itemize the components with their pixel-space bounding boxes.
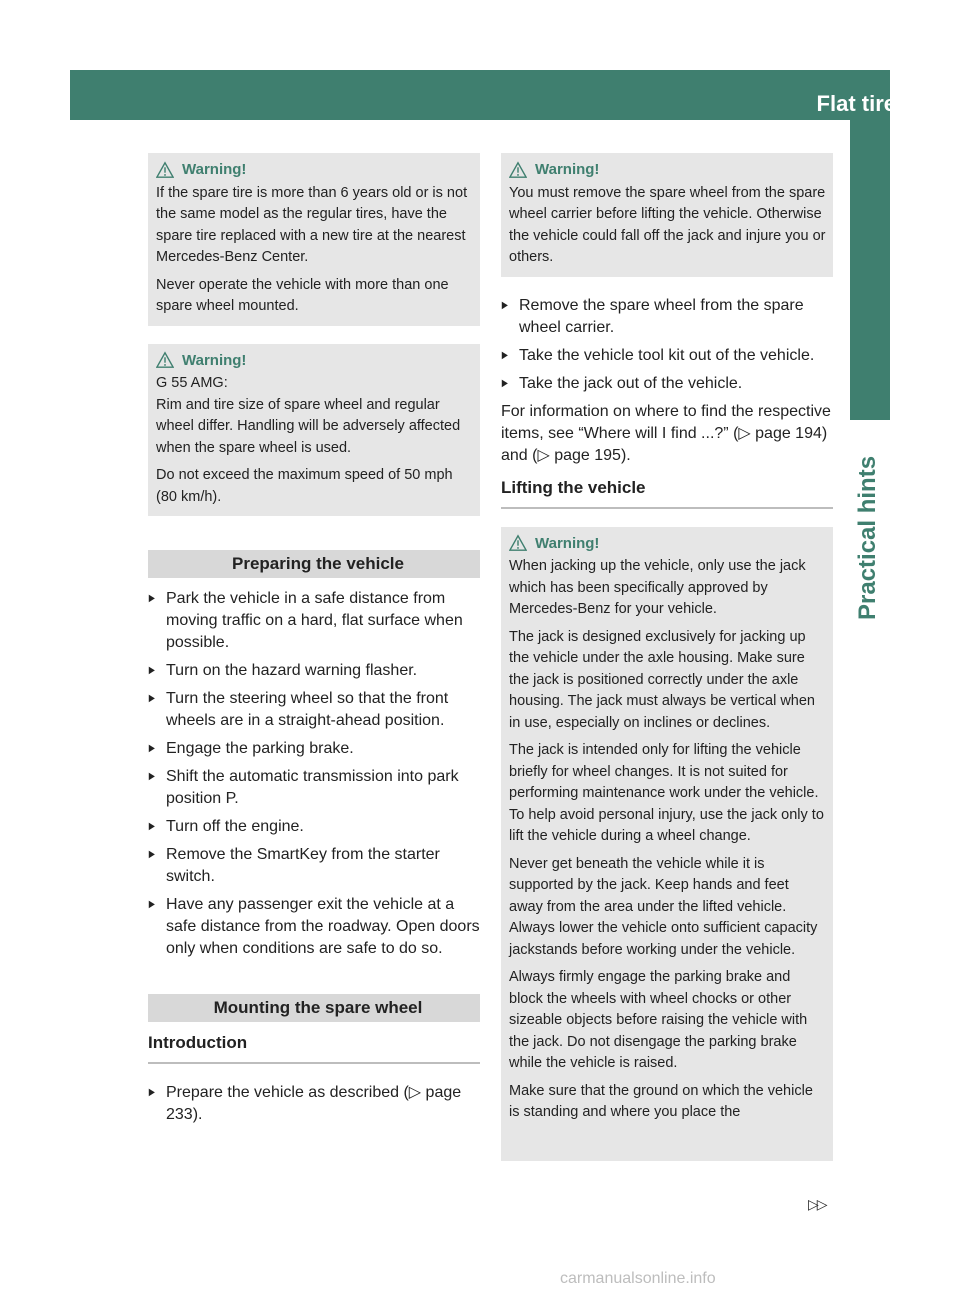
subheading: Lifting the vehicle: [501, 477, 833, 509]
warning-triangle-icon: [509, 534, 527, 552]
warning-triangle-icon: [156, 161, 174, 179]
warning-heading: [156, 350, 473, 372]
header-title: Flat tire: [816, 91, 896, 116]
watermark: carmanualsonline.info: [560, 1270, 716, 1287]
section-heading: Preparing the vehicle: [148, 550, 480, 578]
warning-title: Warning!: [535, 161, 600, 178]
warning-text: The jack is designed exclusively for jacking up the vehicle under the axle housing. Make sure the jack is positioned correctly under the axle housing. The jack must always be vertical when in use, especially on inclines or declines.: [509, 628, 815, 731]
warning-text: If the spare tire is more than 6 years old or is not the same model as the regular tires, have the spare tire replaced with a new tire at the nearest Mercedes-Benz Center.: [156, 184, 468, 265]
warning-text: Do not exceed the maximum speed of 50 mph (80 km/h).: [156, 467, 453, 505]
warning-text: G 55 AMG: Rim and tire size of spare wheel and regular wheel differ. Handling will be adversely affected when the spare wheel is used.: [156, 375, 461, 456]
warning-box: [148, 344, 480, 517]
warning-triangle-icon: [509, 161, 527, 179]
header-bar: [70, 70, 950, 120]
step-item: ▶ Take the vehicle tool kit out of the vehicle.: [501, 345, 833, 367]
step-item: ▶ Turn off the engine.: [148, 816, 480, 838]
warning-text: Make sure that the ground on which the vehicle is standing and where you place the: [509, 1082, 813, 1120]
step-item: ▶ Park the vehicle in a safe distance from moving traffic on a hard, flat surface when possible.: [148, 588, 480, 654]
warning-triangle-icon: [156, 351, 174, 369]
warning-text: You must remove the spare wheel from the spare wheel carrier before lifting the vehicle. Otherwise the vehicle could fall off the jack and injure you or others.: [509, 184, 826, 265]
warning-heading: [156, 159, 473, 181]
warning-title: Warning!: [182, 351, 247, 369]
left-column: [148, 153, 480, 1132]
warning-text: The jack is intended only for lifting the vehicle briefly for wheel changes. It is not suited for performing maintenance work under the vehicle. To help avoid personal injury, use the jack only to lift the vehicle during a wheel change.: [509, 742, 824, 844]
step-item: ▶ Turn on the hazard warning flasher.: [148, 660, 480, 682]
warning-heading: [509, 159, 826, 181]
subheading: Introduction: [148, 1032, 480, 1064]
warning-box: [501, 153, 833, 277]
info-text[interactable]: For information on where to find the respective items, see “Where will I find ...?” (▷ page 194) and (▷ page 195).: [501, 402, 831, 464]
warning-heading: [509, 533, 826, 555]
warning-text: Never get beneath the vehicle while it is supported by the jack. Keep hands and feet away from the area under the lifted vehicle. Always lower the vehicle onto sufficient capacity jackstands before working under the vehicle.: [509, 855, 818, 958]
side-tab: [850, 120, 890, 420]
warning-box: [501, 527, 833, 1161]
step-item: ▶ Remove the SmartKey from the starter switch.: [148, 844, 480, 888]
step-item: ▶ Take the jack out of the vehicle.: [501, 373, 833, 395]
warning-text: Always firmly engage the parking brake and block the wheels with wheel chocks or other sizeable objects before raising the vehicle with the jack. Do not disengage the parking brake while the vehicle is raised.: [509, 969, 808, 1071]
step-item[interactable]: ▶ Prepare the vehicle as described (▷ page 233).: [148, 1082, 480, 1126]
warning-text: When jacking up the vehicle, only use the jack which has been specifically approved by Mercedes-Benz for your vehicle.: [509, 558, 806, 617]
page-number: 233: [915, 95, 950, 117]
right-column: [501, 153, 833, 1161]
step-list: [148, 588, 480, 960]
step-item: ▶ Remove the spare wheel from the spare wheel carrier.: [501, 295, 833, 339]
warning-title: Warning!: [535, 534, 600, 552]
step-list: [148, 1082, 480, 1126]
section-heading: Mounting the spare wheel: [148, 994, 480, 1022]
side-tab-label: Practical hints: [854, 455, 881, 620]
step-list: [501, 295, 833, 395]
warning-box: [148, 153, 480, 326]
warning-title: Warning!: [182, 161, 247, 178]
step-item: ▶ Have any passenger exit the vehicle at a safe distance from the roadway. Open doors only when conditions are safe to do so.: [148, 894, 480, 960]
step-item: ▶ Engage the parking brake.: [148, 738, 480, 760]
warning-text: Never operate the vehicle with more than one spare wheel mounted.: [156, 276, 449, 314]
step-item: ▶ Shift the automatic transmission into park position P.: [148, 766, 480, 810]
step-item: ▶ Turn the steering wheel so that the front wheels are in a straight-ahead position.: [148, 688, 480, 732]
continue-arrows-icon: ▷▷: [808, 1196, 826, 1212]
